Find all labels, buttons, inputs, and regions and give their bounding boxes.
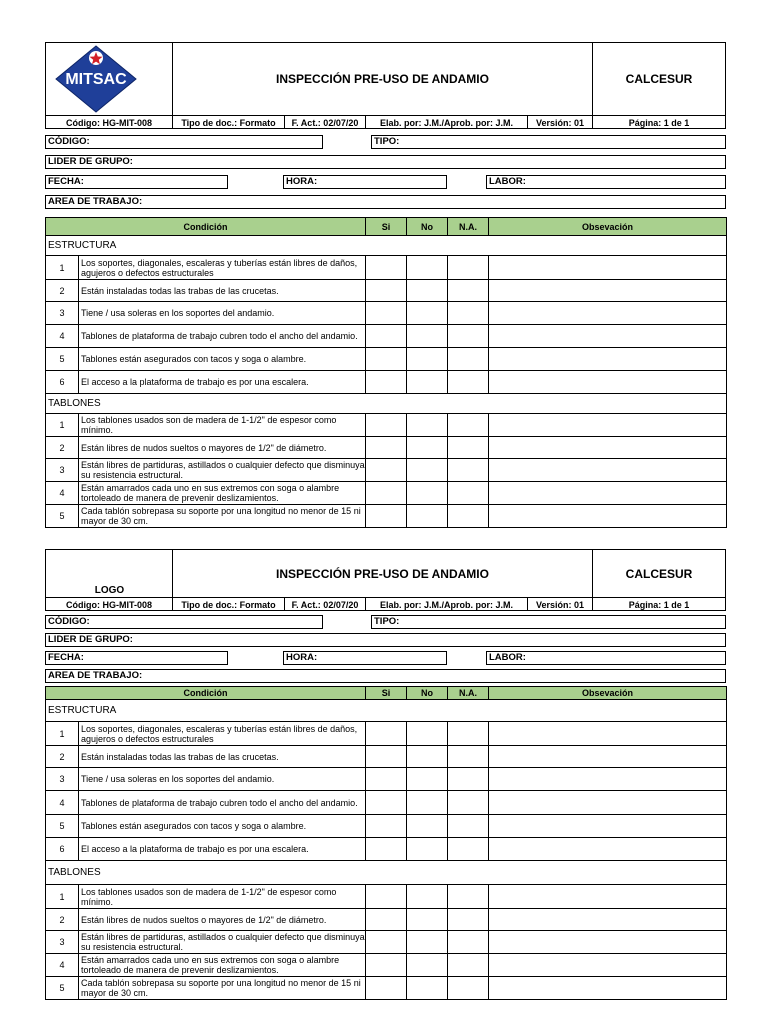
logo-placeholder: LOGO — [94, 585, 125, 596]
check-no[interactable] — [407, 722, 448, 746]
obs-cell[interactable] — [489, 885, 727, 909]
check-si[interactable] — [366, 931, 407, 954]
obs-cell[interactable] — [489, 815, 727, 838]
check-no[interactable] — [407, 931, 448, 954]
check-si[interactable] — [366, 371, 407, 394]
codigo-field[interactable] — [45, 135, 323, 149]
check-na[interactable] — [448, 414, 489, 437]
check-si[interactable] — [366, 280, 407, 302]
area-label: AREA DE TRABAJO: — [48, 196, 143, 207]
check-si[interactable] — [366, 722, 407, 746]
row-number: 5 — [46, 348, 79, 371]
obs-cell[interactable] — [489, 931, 727, 954]
row-number: 1 — [46, 722, 79, 746]
codigo-field[interactable] — [45, 615, 323, 629]
obs-cell[interactable] — [489, 722, 727, 746]
form-title: INSPECCIÓN PRE-USO DE ANDAMIO — [173, 43, 593, 115]
row-condition: Están libres de partiduras, astillados o cualquier defecto que disminuya su resistencia estructural. — [79, 459, 366, 482]
obs-cell[interactable] — [489, 768, 727, 791]
check-na[interactable] — [448, 482, 489, 505]
table-header-row — [46, 218, 727, 236]
doc-date: F. Act.: 02/07/20 — [285, 598, 366, 611]
check-no[interactable] — [407, 791, 448, 815]
form-title: INSPECCIÓN PRE-USO DE ANDAMIO — [173, 550, 593, 597]
row-condition: Tablones de plataforma de trabajo cubren todo el ancho del andamio. — [79, 791, 366, 815]
table-row — [46, 909, 727, 931]
table-row — [46, 954, 727, 977]
checklist-table — [45, 217, 727, 528]
doc-version: Versión: 01 — [528, 116, 593, 129]
check-no[interactable] — [407, 459, 448, 482]
doc-type: Tipo de doc.: Formato — [173, 116, 285, 129]
table-row — [46, 371, 727, 394]
doc-code: Código: HG-MIT-008 — [46, 116, 173, 129]
row-number: 4 — [46, 482, 79, 505]
col-na: N.A. — [448, 687, 489, 700]
section-tablones: TABLONES — [46, 861, 727, 885]
codigo-label: CÓDIGO: — [48, 136, 90, 147]
row-number: 4 — [46, 325, 79, 348]
obs-cell[interactable] — [489, 325, 727, 348]
row-number: 1 — [46, 885, 79, 909]
check-no[interactable] — [407, 302, 448, 325]
row-condition: Tiene / usa soleras en los soportes del andamio. — [79, 768, 366, 791]
row-condition: Están amarrados cada uno en sus extremos con soga o alambre tortoleado de manera de prevenir deslizamientos. — [79, 954, 366, 977]
row-condition: Tablones están asegurados con tacos y soga o alambre. — [79, 815, 366, 838]
form-header — [45, 42, 726, 129]
lider-label: LIDER DE GRUPO: — [48, 156, 133, 167]
row-number: 2 — [46, 280, 79, 302]
check-no[interactable] — [407, 768, 448, 791]
tipo-field[interactable] — [371, 615, 726, 629]
col-si: Si — [366, 218, 407, 236]
row-condition: Los soportes, diagonales, escaleras y tuberías están libres de daños, agujeros o defectos estructurales — [79, 722, 366, 746]
check-na[interactable] — [448, 815, 489, 838]
company-name: CALCESUR — [625, 72, 693, 86]
col-condicion: Condición — [46, 687, 366, 700]
tipo-label: TIPO: — [374, 136, 400, 147]
table-row — [46, 791, 727, 815]
row-number: 3 — [46, 931, 79, 954]
check-si[interactable] — [366, 437, 407, 459]
table-row — [46, 931, 727, 954]
row-number: 1 — [46, 414, 79, 437]
check-no[interactable] — [407, 977, 448, 1000]
doc-page: Página: 1 de 1 — [628, 599, 690, 610]
obs-cell[interactable] — [489, 371, 727, 394]
table-header-row — [46, 687, 727, 700]
check-si[interactable] — [366, 977, 407, 1000]
check-na[interactable] — [448, 505, 489, 528]
row-number: 5 — [46, 815, 79, 838]
check-si[interactable] — [366, 791, 407, 815]
check-no[interactable] — [407, 325, 448, 348]
check-no[interactable] — [407, 482, 448, 505]
check-na[interactable] — [448, 838, 489, 861]
check-si[interactable] — [366, 909, 407, 931]
check-na[interactable] — [448, 325, 489, 348]
col-si: Si — [366, 687, 407, 700]
form-header — [45, 549, 726, 611]
check-no[interactable] — [407, 280, 448, 302]
row-condition: Tablones están asegurados con tacos y soga o alambre. — [79, 348, 366, 371]
table-row — [46, 348, 727, 371]
obs-cell[interactable] — [489, 302, 727, 325]
table-row — [46, 482, 727, 505]
check-si[interactable] — [366, 482, 407, 505]
labor-field[interactable] — [486, 175, 726, 189]
section-estructura: ESTRUCTURA — [46, 700, 727, 722]
check-no[interactable] — [407, 348, 448, 371]
area-field[interactable] — [45, 195, 726, 209]
row-number: 3 — [46, 768, 79, 791]
fecha-field[interactable] — [45, 651, 228, 665]
table-row — [46, 977, 727, 1000]
obs-cell[interactable] — [489, 437, 727, 459]
obs-cell[interactable] — [489, 482, 727, 505]
check-no[interactable] — [407, 371, 448, 394]
row-condition: Cada tablón sobrepasa su soporte por una longitud no menor de 15 ni mayor de 30 cm. — [79, 505, 366, 528]
doc-elab: Elab. por: J.M./Aprob. por: J.M. — [366, 598, 528, 611]
row-condition: Están libres de nudos sueltos o mayores de 1/2" de diámetro. — [79, 909, 366, 931]
obs-cell[interactable] — [489, 838, 727, 861]
meta-row — [46, 115, 725, 129]
area-field[interactable] — [45, 669, 726, 683]
lider-field[interactable] — [45, 155, 726, 169]
obs-cell[interactable] — [489, 280, 727, 302]
row-condition: Tablones de plataforma de trabajo cubren todo el ancho del andamio. — [79, 325, 366, 348]
row-condition: Están libres de partiduras, astillados o cualquier defecto que disminuya su resistencia estructural. — [79, 931, 366, 954]
col-obs: Obsevación — [489, 218, 727, 236]
check-no[interactable] — [407, 838, 448, 861]
row-number: 6 — [46, 838, 79, 861]
row-number: 4 — [46, 954, 79, 977]
check-si[interactable] — [366, 459, 407, 482]
obs-cell[interactable] — [489, 414, 727, 437]
check-si[interactable] — [366, 256, 407, 280]
col-obs: Obsevación — [489, 687, 727, 700]
check-na[interactable] — [448, 768, 489, 791]
check-no[interactable] — [407, 414, 448, 437]
obs-cell[interactable] — [489, 746, 727, 768]
fecha-label: FECHA: — [48, 652, 84, 663]
table-row — [46, 459, 727, 482]
logo-cell — [46, 43, 173, 115]
doc-date: F. Act.: 02/07/20 — [285, 116, 366, 129]
row-condition: Están instaladas todas las trabas de las crucetas. — [79, 280, 366, 302]
table-row — [46, 722, 727, 746]
check-no[interactable] — [407, 505, 448, 528]
table-row — [46, 885, 727, 909]
obs-cell[interactable] — [489, 505, 727, 528]
obs-cell[interactable] — [489, 791, 727, 815]
check-no[interactable] — [407, 885, 448, 909]
table-row — [46, 505, 727, 528]
check-na[interactable] — [448, 746, 489, 768]
check-na[interactable] — [448, 348, 489, 371]
labor-field[interactable] — [486, 651, 726, 665]
check-na[interactable] — [448, 791, 489, 815]
check-si[interactable] — [366, 768, 407, 791]
row-condition: El acceso a la plataforma de trabajo es por una escalera. — [79, 371, 366, 394]
check-si[interactable] — [366, 302, 407, 325]
check-no[interactable] — [407, 909, 448, 931]
doc-elab: Elab. por: J.M./Aprob. por: J.M. — [366, 116, 528, 129]
area-label: AREA DE TRABAJO: — [48, 670, 143, 681]
obs-cell[interactable] — [489, 954, 727, 977]
col-no: No — [407, 687, 448, 700]
check-na[interactable] — [448, 302, 489, 325]
row-condition: El acceso a la plataforma de trabajo es por una escalera. — [79, 838, 366, 861]
check-no[interactable] — [407, 437, 448, 459]
table-row — [46, 256, 727, 280]
row-condition: Tiene / usa soleras en los soportes del andamio. — [79, 302, 366, 325]
row-number: 2 — [46, 909, 79, 931]
row-condition: Están libres de nudos sueltos o mayores de 1/2" de diámetro. — [79, 437, 366, 459]
col-no: No — [407, 218, 448, 236]
table-row — [46, 815, 727, 838]
check-si[interactable] — [366, 325, 407, 348]
hora-field[interactable] — [283, 175, 447, 189]
labor-label: LABOR: — [489, 176, 526, 187]
obs-cell[interactable] — [489, 459, 727, 482]
check-na[interactable] — [448, 722, 489, 746]
table-row — [46, 838, 727, 861]
table-row — [46, 768, 727, 791]
row-condition: Cada tablón sobrepasa su soporte por una longitud no menor de 15 ni mayor de 30 cm. — [79, 977, 366, 1000]
doc-type: Tipo de doc.: Formato — [173, 598, 285, 611]
mitsac-logo — [46, 43, 173, 115]
table-row — [46, 325, 727, 348]
obs-cell[interactable] — [489, 348, 727, 371]
check-na[interactable] — [448, 931, 489, 954]
check-na[interactable] — [448, 954, 489, 977]
row-number: 4 — [46, 791, 79, 815]
check-na[interactable] — [448, 256, 489, 280]
tipo-label: TIPO: — [374, 616, 400, 627]
check-si[interactable] — [366, 815, 407, 838]
check-si[interactable] — [366, 414, 407, 437]
check-na[interactable] — [448, 885, 489, 909]
col-na: N.A. — [448, 218, 489, 236]
row-number: 1 — [46, 256, 79, 280]
hora-field[interactable] — [283, 651, 447, 665]
row-number: 2 — [46, 437, 79, 459]
check-na[interactable] — [448, 459, 489, 482]
labor-label: LABOR: — [489, 652, 526, 663]
check-si[interactable] — [366, 505, 407, 528]
table-row — [46, 302, 727, 325]
fecha-label: FECHA: — [48, 176, 84, 187]
meta-row — [46, 597, 725, 611]
row-number: 3 — [46, 302, 79, 325]
checklist-table — [45, 686, 727, 1000]
obs-cell[interactable] — [489, 909, 727, 931]
check-no[interactable] — [407, 954, 448, 977]
section-estructura: ESTRUCTURA — [46, 236, 727, 256]
hora-label: HORA: — [286, 652, 318, 663]
row-condition: Los tablones usados son de madera de 1-1/2" de espesor como mínimo. — [79, 414, 366, 437]
check-si[interactable] — [366, 954, 407, 977]
table-row — [46, 437, 727, 459]
row-condition: Están amarrados cada uno en sus extremos con soga o alambre tortoleado de manera de prevenir deslizamientos. — [79, 482, 366, 505]
check-si[interactable] — [366, 885, 407, 909]
check-na[interactable] — [448, 437, 489, 459]
doc-version: Versión: 01 — [528, 598, 593, 611]
check-si[interactable] — [366, 746, 407, 768]
col-condicion: Condición — [46, 218, 366, 236]
check-no[interactable] — [407, 256, 448, 280]
check-na[interactable] — [448, 280, 489, 302]
row-number: 5 — [46, 977, 79, 1000]
table-row — [46, 746, 727, 768]
logo-cell — [46, 550, 173, 597]
check-na[interactable] — [448, 371, 489, 394]
doc-page: Página: 1 de 1 — [628, 117, 690, 128]
row-condition: Están instaladas todas las trabas de las crucetas. — [79, 746, 366, 768]
table-row — [46, 280, 727, 302]
logo-text: MITSAC — [65, 71, 127, 88]
check-si[interactable] — [366, 838, 407, 861]
check-no[interactable] — [407, 746, 448, 768]
doc-code: Código: HG-MIT-008 — [46, 598, 173, 611]
row-number: 5 — [46, 505, 79, 528]
row-number: 6 — [46, 371, 79, 394]
row-number: 3 — [46, 459, 79, 482]
lider-label: LIDER DE GRUPO: — [48, 634, 133, 645]
obs-cell[interactable] — [489, 977, 727, 1000]
hora-label: HORA: — [286, 176, 318, 187]
table-row — [46, 414, 727, 437]
lider-field[interactable] — [45, 633, 726, 647]
obs-cell[interactable] — [489, 256, 727, 280]
tipo-field[interactable] — [371, 135, 726, 149]
row-condition: Los soportes, diagonales, escaleras y tuberías están libres de daños, agujeros o defectos estructurales — [79, 256, 366, 280]
check-no[interactable] — [407, 815, 448, 838]
codigo-label: CÓDIGO: — [48, 616, 90, 627]
check-na[interactable] — [448, 977, 489, 1000]
row-condition: Los tablones usados son de madera de 1-1/2" de espesor como mínimo. — [79, 885, 366, 909]
section-tablones: TABLONES — [46, 394, 727, 414]
row-number: 2 — [46, 746, 79, 768]
company-name: CALCESUR — [625, 566, 693, 581]
check-na[interactable] — [448, 909, 489, 931]
check-si[interactable] — [366, 348, 407, 371]
fecha-field[interactable] — [45, 175, 228, 189]
